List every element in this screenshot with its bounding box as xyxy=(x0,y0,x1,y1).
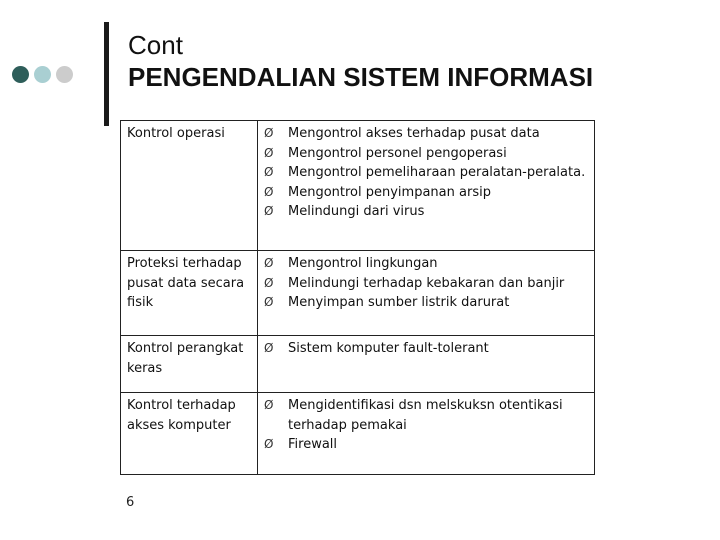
page-number: 6 xyxy=(126,495,135,510)
row-label: Proteksi terhadap pusat data secara fisik xyxy=(121,251,258,336)
slide-title: PENGENDALIAN SISTEM INFORMASI xyxy=(128,62,594,92)
title-divider-bar xyxy=(104,22,109,126)
dot-light-blue xyxy=(34,66,51,83)
dot-gray xyxy=(56,66,73,83)
arrow-bullet-icon: Ø xyxy=(264,437,274,451)
arrow-bullet-icon: Ø xyxy=(264,184,274,199)
row-label: Kontrol perangkat keras xyxy=(121,336,258,393)
arrow-bullet-icon: Ø xyxy=(264,165,274,179)
list-item xyxy=(264,339,588,359)
row-items xyxy=(258,121,595,251)
arrow-bullet-icon: Ø xyxy=(264,126,274,140)
list-item xyxy=(264,396,588,435)
arrow-bullet-icon: Ø xyxy=(264,341,274,355)
list-item xyxy=(264,144,588,164)
row-items xyxy=(258,393,595,475)
list-item xyxy=(264,202,588,222)
arrow-bullet-icon: Ø xyxy=(264,145,274,160)
arrow-bullet-icon: Ø xyxy=(264,295,274,309)
arrow-bullet-icon: Ø xyxy=(264,256,274,270)
item-text: Mengontrol pemeliharaan peralatan-peralata. xyxy=(288,165,586,180)
table-row xyxy=(121,121,595,251)
table-row xyxy=(121,336,595,393)
control-table xyxy=(120,120,595,475)
arrow-bullet-icon: Ø xyxy=(264,275,274,290)
list-item xyxy=(264,274,588,294)
list-item xyxy=(264,293,588,313)
list-item xyxy=(264,435,588,455)
slide-subtitle: Cont xyxy=(128,30,183,60)
table-row xyxy=(121,393,595,475)
item-text: Mengontrol akses terhadap pusat data xyxy=(288,126,540,141)
arrow-bullet-icon: Ø xyxy=(264,204,274,218)
item-text: Melindungi dari virus xyxy=(288,204,425,219)
list-item xyxy=(264,183,588,203)
row-label: Kontrol terhadap akses komputer xyxy=(121,393,258,475)
item-text: Mengidentifikasi dsn melskuksn otentikasi terhadap pemakai xyxy=(288,398,563,433)
decorative-dots xyxy=(12,66,73,83)
item-text: Mengontrol penyimpanan arsip xyxy=(288,184,491,200)
list-item xyxy=(264,163,588,183)
item-text: Mengontrol personel pengoperasi xyxy=(288,145,507,161)
row-label: Kontrol operasi xyxy=(121,121,258,251)
list-item xyxy=(264,254,588,274)
item-text: Firewall xyxy=(288,437,338,452)
row-items xyxy=(258,336,595,393)
item-text: Melindungi terhadap kebakaran dan banjir xyxy=(288,275,565,291)
item-text: Mengontrol lingkungan xyxy=(288,256,438,271)
dot-dark xyxy=(12,66,29,83)
table-row xyxy=(121,251,595,336)
item-text: Sistem komputer fault-tolerant xyxy=(288,341,489,356)
item-text: Menyimpan sumber listrik darurat xyxy=(288,295,510,310)
row-items xyxy=(258,251,595,336)
list-item xyxy=(264,124,588,144)
arrow-bullet-icon: Ø xyxy=(264,398,274,412)
